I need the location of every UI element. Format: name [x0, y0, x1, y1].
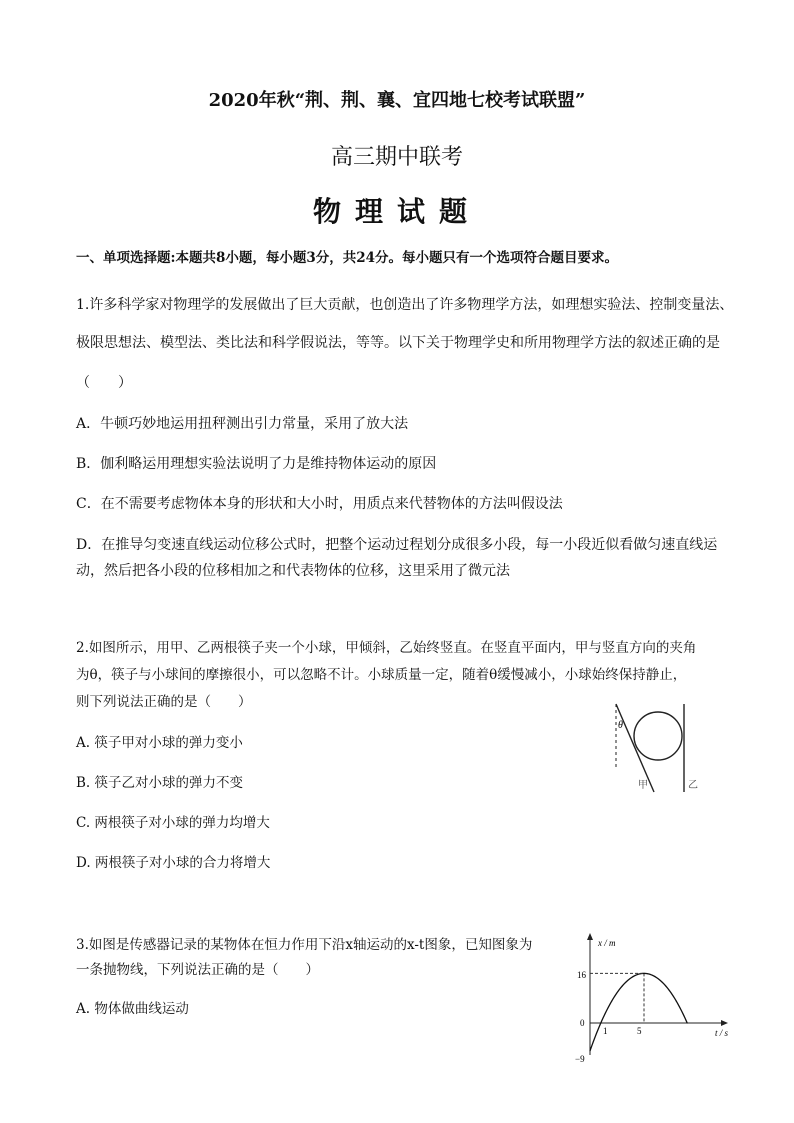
theta-label: θ [618, 720, 623, 731]
q2-stem-line2: 为θ，筷子与小球间的摩擦很小，可以忽略不计。小球质量一定，随着θ缓慢减小，小球始终保持静止， [76, 667, 687, 683]
data-point [665, 985, 666, 986]
q1-stem-line1: 1.许多科学家对物理学的发展做出了巨大贡献，也创造出了许多物理学方法，如理想实验法、控制变量法、 [76, 297, 734, 313]
data-point [589, 1050, 590, 1051]
x-tick-1: 1 [603, 1026, 608, 1036]
q1-option-d-line1: D．在推导匀变速直线运动位移公式时，把整个运动过程划分成很多小段，每一小段近似看做匀速直线运 [76, 537, 718, 553]
data-point [676, 1001, 677, 1002]
q1-option-a: A．牛顿巧妙地运用扭秤测出引力常量，采用了放大法 [76, 416, 409, 432]
data-point [633, 976, 634, 977]
section-heading: 一、单项选择题:本题共8小题，每小题3分，共24分。每小题只有一个选项符合题目要求。 [76, 250, 619, 266]
y-axis-arrow [587, 933, 593, 940]
xt-graph [560, 930, 750, 1070]
y-tick-0: 0 [580, 1018, 585, 1028]
data-point [687, 1022, 688, 1023]
chopsticks-figure [610, 700, 700, 795]
x-axis-arrow [721, 1020, 728, 1026]
y-tick-16: 16 [577, 970, 586, 980]
q3-stem-line2: 一条抛物线，下列说法正确的是（ ） [76, 962, 319, 978]
y-tick-neg9: −9 [575, 1054, 585, 1064]
exam-title: 2020年秋“荆、荆、襄、宜四地七校考试联盟” [208, 90, 586, 111]
q2-option-d: D. 两根筷子对小球的合力将增大 [76, 855, 271, 871]
x-tick-5: 5 [637, 1026, 642, 1036]
ball-circle [634, 712, 682, 760]
data-point [600, 1022, 601, 1023]
q1-stem-line2: 极限思想法、模型法、类比法和科学假说法，等等。以下关于物理学史和所用物理学方法的叙述正确的是 [76, 335, 720, 351]
data-point [643, 973, 644, 974]
jia-label: 甲 [638, 780, 648, 791]
q1-option-b: B．伽利略运用理想实验法说明了力是维持物体运动的原因 [76, 456, 437, 472]
exam-subtitle: 高三期中联考 [330, 145, 463, 170]
data-point [611, 1001, 612, 1002]
subject-title: 物理试题 [312, 195, 481, 228]
chopstick-jia-line [616, 704, 654, 792]
q1-stem-line3: （ ） [76, 375, 132, 391]
yi-label: 乙 [688, 780, 698, 791]
q3-option-a: A. 物体做曲线运动 [76, 1001, 189, 1017]
y-axis-label: x / m [598, 938, 616, 948]
q2-option-c: C. 两根筷子对小球的弹力均增大 [76, 815, 270, 831]
data-point [654, 976, 655, 977]
q2-option-b: B. 筷子乙对小球的弹力不变 [76, 775, 244, 791]
x-axis-label: t / s [715, 1028, 729, 1038]
q1-option-d-line2: 动，然后把各小段的位移相加之和代表物体的位移，这里采用了微元法 [76, 563, 510, 579]
parabola-curve [590, 973, 687, 1051]
q3-stem-line1: 3.如图是传感器记录的某物体在恒力作用下沿x轴运动的x-t图象，已知图象为 [76, 937, 533, 953]
q2-stem-line1: 2.如图所示，用甲、乙两根筷子夹一个小球，甲倾斜，乙始终竖直。在竖直平面内，甲与竖直方向的夹角 [76, 640, 697, 656]
q1-option-c: C．在不需要考虑物体本身的形状和大小时，用质点来代替物体的方法叫假设法 [76, 496, 563, 512]
data-point [622, 985, 623, 986]
q2-stem-line3: 则下列说法正确的是（ ） [76, 694, 252, 710]
q2-option-a: A. 筷子甲对小球的弹力变小 [76, 735, 243, 751]
